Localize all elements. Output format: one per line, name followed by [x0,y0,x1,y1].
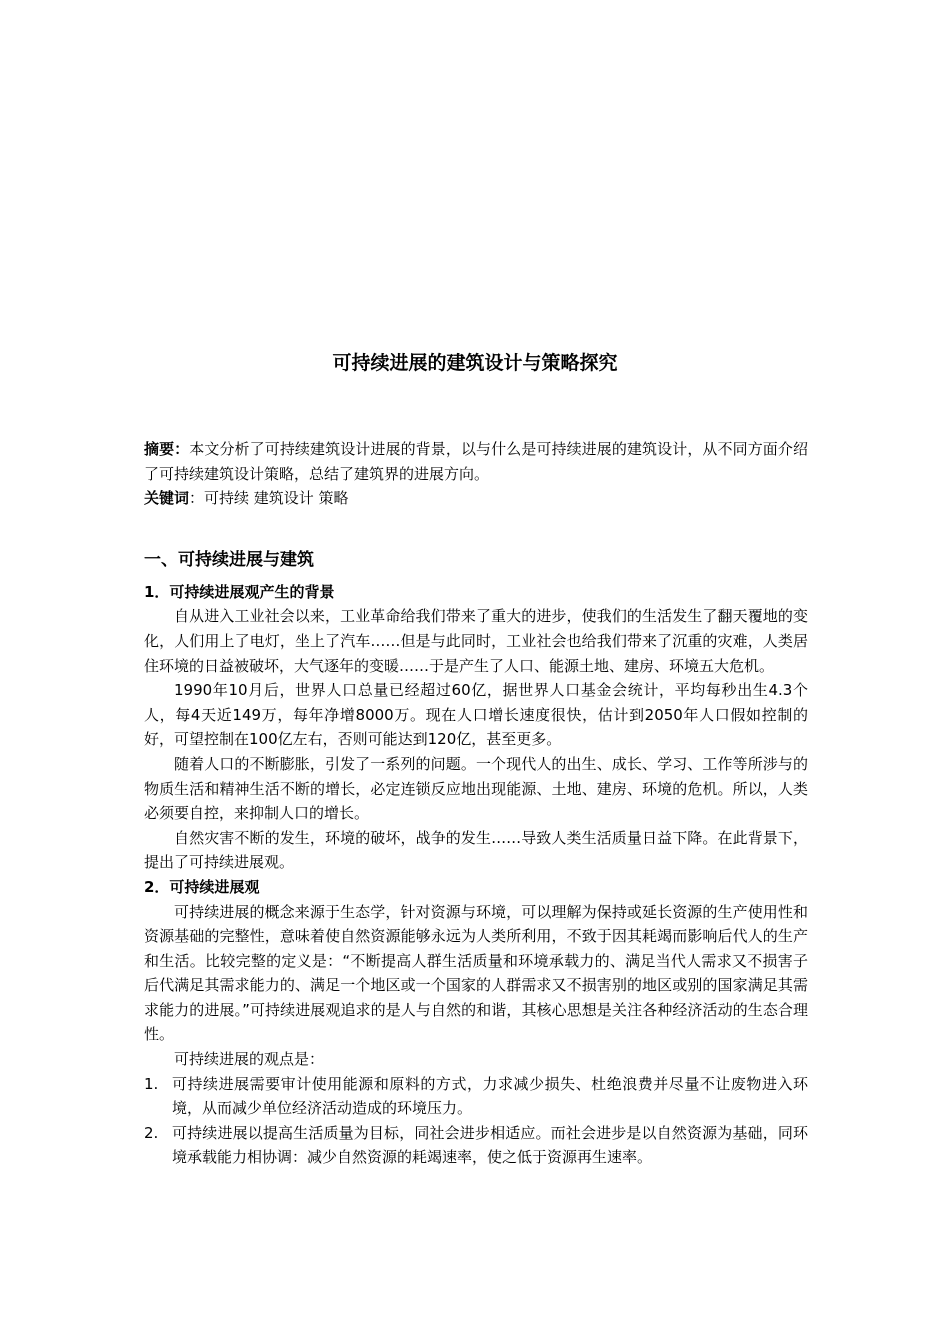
list-text: 可持续进展需要审计使用能源和原料的方式，力求减少损失、杜绝浪费并尽量不让废物进入环境，从而减少单位经济活动造成的环境压力。 [172,1074,808,1118]
list-number: 1. [144,1074,159,1093]
keywords-label: 关键词 [144,489,190,508]
body-paragraph: 自然灾害不断的发生，环境的破坏，战争的发生……导致人类生活质量日益下降。在此背景下，提出了可持续进展观。 [144,828,808,872]
abstract-text: 本文分析了可持续建筑设计进展的背景，以与什么是可持续进展的建筑设计，从不同方面介绍了可持续建筑设计策略，总结了建筑界的进展方向。 [144,440,808,483]
subsection-heading: 1．可持续进展观产生的背景 [144,582,335,601]
subsection-heading: 2．可持续进展观 [144,877,260,896]
body-paragraph: 可持续进展的观点是： [174,1050,325,1069]
keywords-text: ：可持续 建筑设计 策略 [189,489,349,508]
body-paragraph: 自从进入工业社会以来，工业革命给我们带来了重大的进步，使我们的生活发生了翻天覆地的变化，人们用上了电灯，坐上了汽车……但是与此同时，工业社会也给我们带来了沉重的灾难，人类居住环境的日益被破坏，大气逐年的变暖……于是产生了人口、能源土地、建房、环境五大危机。 [144,607,808,675]
body-paragraph: 可持续进展的概念来源于生态学，针对资源与环境，可以理解为保持或延长资源的生产使用性和资源基础的完整性，意味着使自然资源能够永远为人类所利用，不致于因其耗竭而影响后代人的生产和生活。比较完整的定义是：“不断提高人群生活质量和环境承载力的、满足当代人需求又不损害子后代满足其需求能力的、满足一个地区或一个国家的人群需求又不损害别的地区或别的国家满足其需求能力的进展。”可持续进展观追求的是人与自然的和谐，其核心思想是关注各种经济活动的生态合理性。 [144,902,808,1044]
abstract-label: 摘要： [144,440,190,458]
list-text: 可持续进展以提高生活质量为目标，同社会进步相适应。而社会进步是以自然资源为基础，同环境承载能力相协调：减少自然资源的耗竭速率，使之低于资源再生速率。 [172,1123,808,1167]
section-heading: 一、可持续进展与建筑 [144,549,314,570]
document-title: 可持续进展的建筑设计与策略探究 [332,352,618,374]
list-item [144,1072,808,1121]
abstract-paragraph [144,437,808,486]
keywords-paragraph [144,486,808,511]
document-body [144,437,808,1170]
list-number: 2. [144,1123,159,1142]
body-paragraph: 1990年10月后，世界人口总量已经超过60亿，据世界人口基金会统计，平均每秒出生4.3个人，每4天近149万，每年净增8000万。现在人口增长速度很快，估计到2050年人口假如控制的好，可望控制在100亿左右，否则可能达到120亿，甚至更多。 [144,681,808,749]
body-paragraph: 随着人口的不断膨胀，引发了一系列的问题。一个现代人的出生、成长、学习、工作等所涉与的物质生活和精神生活不断的增长，必定连锁反应地出现能源、土地、建房、环境的危机。所以，人类必须要自控，来抑制人口的增长。 [144,754,808,823]
list-item [144,1121,808,1170]
